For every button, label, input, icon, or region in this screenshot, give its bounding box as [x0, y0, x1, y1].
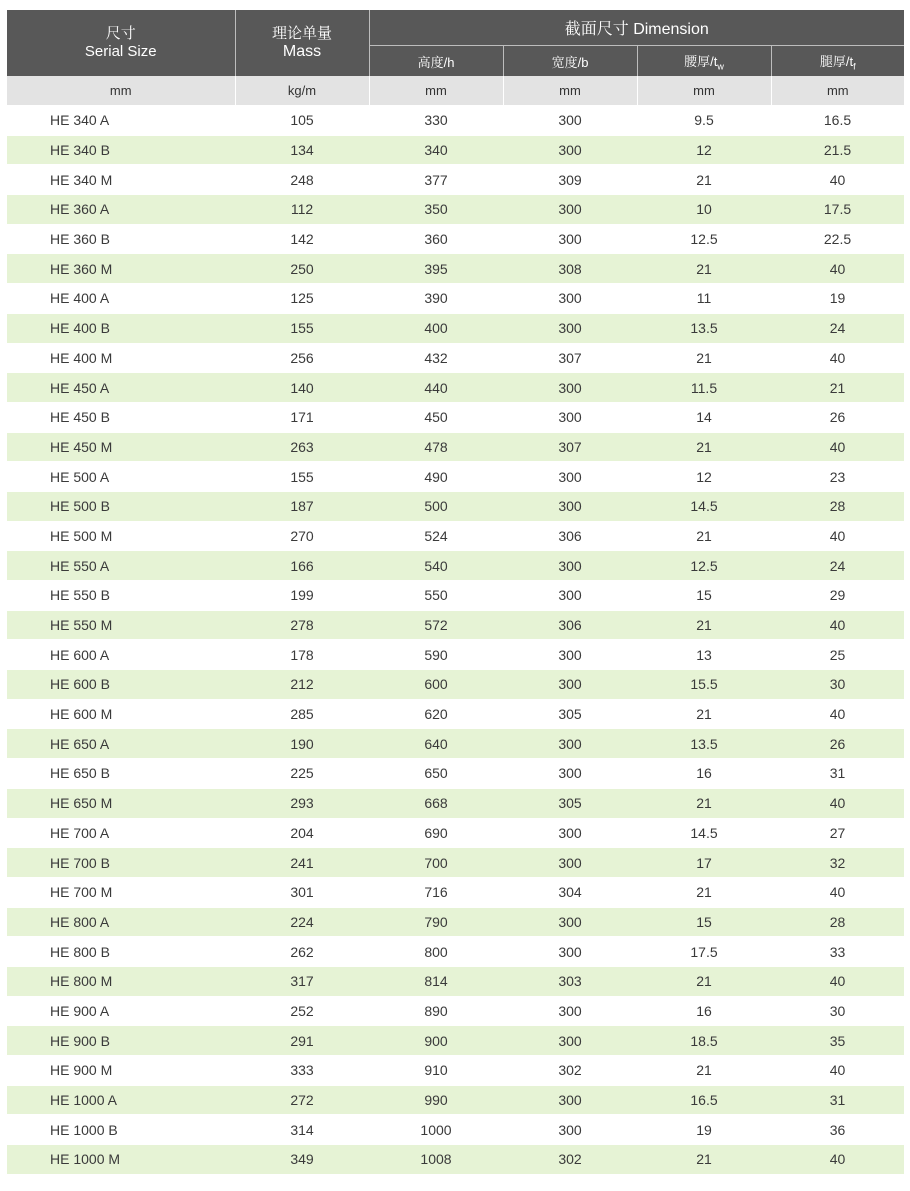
height-cell: 814	[369, 966, 503, 996]
flange-thickness-cell: 40	[771, 521, 904, 551]
height-cell: 590	[369, 640, 503, 670]
height-cell: 690	[369, 818, 503, 848]
width-cell: 305	[503, 788, 637, 818]
width-cell: 300	[503, 1026, 637, 1056]
flange-thickness-cell: 30	[771, 670, 904, 700]
flange-thickness-cell: 32	[771, 848, 904, 878]
flange-thickness-cell: 26	[771, 729, 904, 759]
flange-thickness-cell: 31	[771, 759, 904, 789]
web-thickness-cell: 15	[637, 907, 771, 937]
web-thickness-cell: 17.5	[637, 937, 771, 967]
table-row	[7, 373, 904, 403]
serial-size-cell: HE 360 A	[7, 195, 235, 225]
mass-cell: 262	[235, 937, 369, 967]
web-thickness-cell: 16	[637, 996, 771, 1026]
serial-size-cell: HE 500 A	[7, 462, 235, 492]
web-thickness-cell: 13.5	[637, 313, 771, 343]
web-thickness-cell: 17	[637, 848, 771, 878]
mass-cell: 142	[235, 224, 369, 254]
web-thickness-cell: 21	[637, 521, 771, 551]
flange-thickness-cell: 21.5	[771, 135, 904, 165]
height-header: 高度/h	[369, 46, 503, 77]
serial-size-cell: HE 600 B	[7, 670, 235, 700]
height-cell: 490	[369, 462, 503, 492]
width-cell: 300	[503, 937, 637, 967]
table-row	[7, 581, 904, 611]
mass-cell: 301	[235, 877, 369, 907]
web-thickness-cell: 21	[637, 788, 771, 818]
spec-table-container	[7, 10, 904, 1175]
mass-cell: 270	[235, 521, 369, 551]
serial-size-cell: HE 1000 A	[7, 1085, 235, 1115]
web-thickness-cell: 12.5	[637, 224, 771, 254]
flange-thickness-cell: 35	[771, 1026, 904, 1056]
unit-cell: mm	[771, 76, 904, 106]
serial-size-cell: HE 650 M	[7, 788, 235, 818]
mass-cell: 204	[235, 818, 369, 848]
width-cell: 300	[503, 195, 637, 225]
mass-cell: 293	[235, 788, 369, 818]
mass-header	[235, 10, 369, 76]
mass-cell: 105	[235, 106, 369, 136]
height-cell: 890	[369, 996, 503, 1026]
height-cell: 400	[369, 313, 503, 343]
height-cell: 800	[369, 937, 503, 967]
flange-thickness-cell: 28	[771, 491, 904, 521]
height-cell: 572	[369, 610, 503, 640]
mass-cell: 112	[235, 195, 369, 225]
height-cell: 990	[369, 1085, 503, 1115]
flange-thickness-cell: 40	[771, 1056, 904, 1086]
width-cell: 300	[503, 224, 637, 254]
height-cell: 910	[369, 1056, 503, 1086]
table-row	[7, 907, 904, 937]
web-thickness-cell: 16.5	[637, 1085, 771, 1115]
serial-size-cell: HE 500 B	[7, 491, 235, 521]
mass-cell: 140	[235, 373, 369, 403]
mass-cell: 171	[235, 402, 369, 432]
width-cell: 302	[503, 1145, 637, 1175]
web-thickness-cell: 21	[637, 432, 771, 462]
table-row	[7, 818, 904, 848]
mass-cell: 166	[235, 551, 369, 581]
table-row	[7, 877, 904, 907]
table-row	[7, 699, 904, 729]
web-thickness-cell: 16	[637, 759, 771, 789]
height-cell: 432	[369, 343, 503, 373]
flange-thickness-cell: 36	[771, 1115, 904, 1145]
web-thickness-cell: 21	[637, 610, 771, 640]
web-thickness-cell: 13.5	[637, 729, 771, 759]
table-row	[7, 759, 904, 789]
web-thickness-label: 腰厚/t	[684, 53, 718, 69]
mass-cell: 349	[235, 1145, 369, 1175]
mass-cell: 250	[235, 254, 369, 284]
table-row	[7, 610, 904, 640]
serial-size-cell: HE 360 B	[7, 224, 235, 254]
table-row	[7, 195, 904, 225]
web-thickness-header	[637, 46, 771, 77]
height-cell: 390	[369, 284, 503, 314]
mass-cell: 155	[235, 462, 369, 492]
flange-thickness-cell: 40	[771, 165, 904, 195]
web-thickness-cell: 12	[637, 462, 771, 492]
flange-thickness-cell: 26	[771, 402, 904, 432]
serial-size-en: Serial Size	[84, 43, 157, 60]
flange-thickness-cell: 30	[771, 996, 904, 1026]
web-thickness-cell: 21	[637, 165, 771, 195]
flange-thickness-cell: 24	[771, 551, 904, 581]
unit-cell: kg/m	[235, 76, 369, 106]
flange-thickness-cell: 40	[771, 699, 904, 729]
web-thickness-cell: 12.5	[637, 551, 771, 581]
height-cell: 478	[369, 432, 503, 462]
serial-size-cell: HE 1000 M	[7, 1145, 235, 1175]
width-cell: 300	[503, 907, 637, 937]
serial-size-cell: HE 600 M	[7, 699, 235, 729]
mass-cell: 333	[235, 1056, 369, 1086]
table-row	[7, 462, 904, 492]
table-row	[7, 402, 904, 432]
web-thickness-cell: 21	[637, 877, 771, 907]
mass-cell: 291	[235, 1026, 369, 1056]
mass-cell: 241	[235, 848, 369, 878]
width-cell: 303	[503, 966, 637, 996]
web-thickness-cell: 21	[637, 254, 771, 284]
serial-size-cell: HE 500 M	[7, 521, 235, 551]
table-row	[7, 788, 904, 818]
width-cell: 300	[503, 848, 637, 878]
table-row	[7, 1056, 904, 1086]
web-thickness-subscript: w	[717, 61, 724, 72]
height-cell: 360	[369, 224, 503, 254]
flange-thickness-cell: 40	[771, 610, 904, 640]
web-thickness-cell: 11	[637, 284, 771, 314]
table-row	[7, 640, 904, 670]
web-thickness-cell: 13	[637, 640, 771, 670]
serial-size-cell: HE 340 A	[7, 106, 235, 136]
width-cell: 300	[503, 818, 637, 848]
mass-cell: 125	[235, 284, 369, 314]
serial-size-cell: HE 340 B	[7, 135, 235, 165]
serial-size-zh: 尺寸	[105, 25, 136, 42]
width-cell: 300	[503, 729, 637, 759]
serial-size-cell: HE 400 A	[7, 284, 235, 314]
height-cell: 540	[369, 551, 503, 581]
web-thickness-cell: 11.5	[637, 373, 771, 403]
height-cell: 650	[369, 759, 503, 789]
table-row	[7, 106, 904, 136]
table-row	[7, 284, 904, 314]
serial-size-cell: HE 700 B	[7, 848, 235, 878]
mass-cell: 134	[235, 135, 369, 165]
flange-thickness-cell: 19	[771, 284, 904, 314]
table-row	[7, 135, 904, 165]
mass-cell: 224	[235, 907, 369, 937]
table-row	[7, 521, 904, 551]
table-row	[7, 254, 904, 284]
width-cell: 307	[503, 343, 637, 373]
mass-cell: 252	[235, 996, 369, 1026]
width-cell: 300	[503, 284, 637, 314]
flange-thickness-cell: 40	[771, 1145, 904, 1175]
flange-thickness-cell: 31	[771, 1085, 904, 1115]
unit-cell: mm	[369, 76, 503, 106]
width-cell: 302	[503, 1056, 637, 1086]
height-cell: 350	[369, 195, 503, 225]
serial-size-cell: HE 400 B	[7, 313, 235, 343]
mass-cell: 199	[235, 581, 369, 611]
web-thickness-cell: 9.5	[637, 106, 771, 136]
width-cell: 300	[503, 462, 637, 492]
width-cell: 300	[503, 581, 637, 611]
width-cell: 307	[503, 432, 637, 462]
flange-thickness-subscript: f	[853, 61, 856, 72]
mass-cell: 225	[235, 759, 369, 789]
height-cell: 500	[369, 491, 503, 521]
dimension-header: 截面尺寸 Dimension	[369, 10, 904, 46]
table-row	[7, 313, 904, 343]
height-cell: 640	[369, 729, 503, 759]
flange-thickness-cell: 40	[771, 254, 904, 284]
mass-cell: 187	[235, 491, 369, 521]
table-row	[7, 491, 904, 521]
height-cell: 900	[369, 1026, 503, 1056]
height-cell: 668	[369, 788, 503, 818]
height-cell: 600	[369, 670, 503, 700]
mass-en: Mass	[282, 43, 322, 60]
height-cell: 700	[369, 848, 503, 878]
width-cell: 300	[503, 1085, 637, 1115]
mass-cell: 178	[235, 640, 369, 670]
table-row	[7, 937, 904, 967]
mass-cell: 263	[235, 432, 369, 462]
width-cell: 300	[503, 135, 637, 165]
flange-thickness-cell: 33	[771, 937, 904, 967]
flange-thickness-cell: 22.5	[771, 224, 904, 254]
table-row	[7, 1115, 904, 1145]
table-row	[7, 729, 904, 759]
serial-size-cell: HE 550 M	[7, 610, 235, 640]
web-thickness-cell: 19	[637, 1115, 771, 1145]
web-thickness-cell: 21	[637, 1145, 771, 1175]
serial-size-cell: HE 1000 B	[7, 1115, 235, 1145]
he-beam-spec-table	[7, 10, 904, 1175]
flange-thickness-cell: 24	[771, 313, 904, 343]
table-row	[7, 1026, 904, 1056]
web-thickness-cell: 21	[637, 966, 771, 996]
serial-size-cell: HE 450 A	[7, 373, 235, 403]
height-cell: 550	[369, 581, 503, 611]
serial-size-cell: HE 360 M	[7, 254, 235, 284]
width-cell: 304	[503, 877, 637, 907]
flange-thickness-cell: 40	[771, 788, 904, 818]
height-cell: 790	[369, 907, 503, 937]
flange-thickness-header	[771, 46, 904, 77]
height-cell: 440	[369, 373, 503, 403]
width-cell: 300	[503, 313, 637, 343]
table-row	[7, 670, 904, 700]
mass-cell: 272	[235, 1085, 369, 1115]
height-cell: 524	[369, 521, 503, 551]
flange-thickness-label: 腿厚/t	[819, 53, 854, 69]
width-cell: 300	[503, 996, 637, 1026]
width-header: 宽度/b	[503, 46, 637, 77]
serial-size-cell: HE 650 B	[7, 759, 235, 789]
web-thickness-cell: 15	[637, 581, 771, 611]
mass-cell: 285	[235, 699, 369, 729]
width-cell: 300	[503, 1115, 637, 1145]
mass-zh: 理论单量	[271, 25, 332, 42]
web-thickness-cell: 14.5	[637, 818, 771, 848]
serial-size-cell: HE 800 A	[7, 907, 235, 937]
flange-thickness-cell: 16.5	[771, 106, 904, 136]
serial-size-cell: HE 550 B	[7, 581, 235, 611]
width-cell: 306	[503, 610, 637, 640]
serial-size-cell: HE 900 A	[7, 996, 235, 1026]
serial-size-cell: HE 340 M	[7, 165, 235, 195]
web-thickness-cell: 14.5	[637, 491, 771, 521]
table-row	[7, 966, 904, 996]
serial-size-cell: HE 900 M	[7, 1056, 235, 1086]
mass-cell: 212	[235, 670, 369, 700]
unit-cell: mm	[503, 76, 637, 106]
serial-size-cell: HE 800 B	[7, 937, 235, 967]
serial-size-cell: HE 450 B	[7, 402, 235, 432]
table-row	[7, 1145, 904, 1175]
table-header	[7, 10, 904, 76]
web-thickness-cell: 21	[637, 699, 771, 729]
table-row	[7, 165, 904, 195]
web-thickness-cell: 15.5	[637, 670, 771, 700]
serial-size-cell: HE 600 A	[7, 640, 235, 670]
unit-cell: mm	[7, 76, 235, 106]
width-cell: 300	[503, 373, 637, 403]
flange-thickness-cell: 27	[771, 818, 904, 848]
serial-size-header	[7, 10, 235, 76]
flange-thickness-cell: 23	[771, 462, 904, 492]
flange-thickness-cell: 40	[771, 966, 904, 996]
table-row	[7, 551, 904, 581]
width-cell: 300	[503, 491, 637, 521]
flange-thickness-cell: 40	[771, 343, 904, 373]
height-cell: 716	[369, 877, 503, 907]
serial-size-cell: HE 800 M	[7, 966, 235, 996]
height-cell: 377	[369, 165, 503, 195]
web-thickness-cell: 10	[637, 195, 771, 225]
web-thickness-cell: 21	[637, 1056, 771, 1086]
height-cell: 450	[369, 402, 503, 432]
table-row	[7, 432, 904, 462]
flange-thickness-cell: 40	[771, 877, 904, 907]
width-cell: 308	[503, 254, 637, 284]
width-cell: 309	[503, 165, 637, 195]
height-cell: 1000	[369, 1115, 503, 1145]
width-cell: 300	[503, 402, 637, 432]
height-cell: 395	[369, 254, 503, 284]
flange-thickness-cell: 28	[771, 907, 904, 937]
height-cell: 330	[369, 106, 503, 136]
flange-thickness-cell: 29	[771, 581, 904, 611]
table-row	[7, 1085, 904, 1115]
mass-cell: 248	[235, 165, 369, 195]
serial-size-cell: HE 900 B	[7, 1026, 235, 1056]
height-cell: 1008	[369, 1145, 503, 1175]
table-row	[7, 996, 904, 1026]
table-body	[7, 76, 904, 1174]
table-row	[7, 224, 904, 254]
web-thickness-cell: 18.5	[637, 1026, 771, 1056]
table-row	[7, 343, 904, 373]
table-row	[7, 848, 904, 878]
width-cell: 300	[503, 551, 637, 581]
serial-size-cell: HE 400 M	[7, 343, 235, 373]
web-thickness-cell: 12	[637, 135, 771, 165]
mass-cell: 314	[235, 1115, 369, 1145]
flange-thickness-cell: 40	[771, 432, 904, 462]
width-cell: 300	[503, 759, 637, 789]
serial-size-cell: HE 700 M	[7, 877, 235, 907]
mass-cell: 190	[235, 729, 369, 759]
mass-cell: 317	[235, 966, 369, 996]
units-row	[7, 76, 904, 106]
serial-size-cell: HE 550 A	[7, 551, 235, 581]
unit-cell: mm	[637, 76, 771, 106]
width-cell: 300	[503, 640, 637, 670]
serial-size-cell: HE 650 A	[7, 729, 235, 759]
web-thickness-cell: 14	[637, 402, 771, 432]
web-thickness-cell: 21	[637, 343, 771, 373]
flange-thickness-cell: 25	[771, 640, 904, 670]
flange-thickness-cell: 21	[771, 373, 904, 403]
mass-cell: 256	[235, 343, 369, 373]
flange-thickness-cell: 17.5	[771, 195, 904, 225]
mass-cell: 155	[235, 313, 369, 343]
width-cell: 300	[503, 670, 637, 700]
mass-cell: 278	[235, 610, 369, 640]
serial-size-cell: HE 700 A	[7, 818, 235, 848]
width-cell: 300	[503, 106, 637, 136]
serial-size-cell: HE 450 M	[7, 432, 235, 462]
width-cell: 305	[503, 699, 637, 729]
height-cell: 340	[369, 135, 503, 165]
height-cell: 620	[369, 699, 503, 729]
width-cell: 306	[503, 521, 637, 551]
